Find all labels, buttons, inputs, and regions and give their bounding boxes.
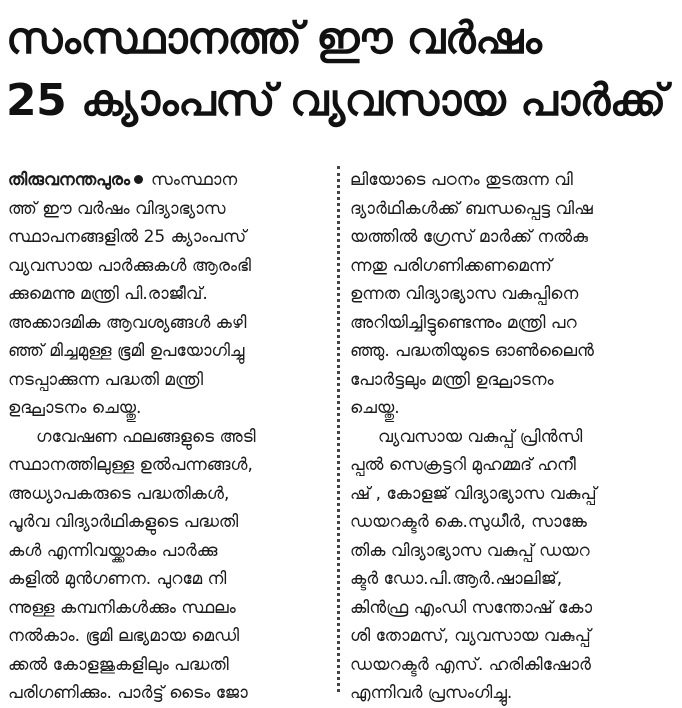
article-line: ഉന്നത വിദ്യാഭ്യാസ വകുപ്പിനെ	[350, 284, 579, 304]
article-line: ലിയോടെ പഠനം തുടരുന്ന വി	[350, 170, 573, 190]
article-line: ഡയറക്ടർ എസ്. ഹരികിഷോർ	[350, 654, 591, 675]
article-body	[0, 166, 682, 703]
article-line: അധ്യാപകരുടെ പദ്ധതികൾ,	[8, 483, 230, 504]
headline	[0, 8, 682, 148]
article-line: അറിയിച്ചിട്ടുണ്ടെന്നും മന്ത്രി പറ	[350, 312, 577, 333]
article-text: സംസ്ഥാന	[151, 170, 238, 190]
article-line: ന്നതു പരിഗണിക്കണമെന്ന്	[350, 255, 552, 276]
article-column-left	[8, 166, 330, 708]
article-line: ഉദ്ഘാടനം ചെയ്തു.	[8, 398, 142, 418]
article-line: ഞ്ഞ് മിച്ചമുള്ള ഭൂമി ഉപയോഗിച്ചു	[8, 341, 245, 361]
article-line: ക്കൽ കോളജുകളിലും പദ്ധതി	[8, 654, 229, 675]
article-line: ദ്യാർഥികൾക്ക് ബന്ധപ്പെട്ട വിഷ	[350, 198, 593, 219]
article-line: നടപ്പാക്കുന്ന പദ്ധതി മന്ത്രി	[8, 369, 204, 390]
article-line: പരിഗണിക്കും. പാർട്ട് ടൈം ജോ	[8, 683, 248, 703]
article-line: സ്ഥാനത്തിലുള്ള ഉൽപന്നങ്ങൾ,	[8, 455, 253, 475]
article-line: പോർട്ടലും മന്ത്രി ഉദ്ഘാടനം	[350, 369, 554, 390]
article-line: ഞ്ഞു. പദ്ധതിയുടെ ഓൺലൈൻ	[350, 341, 594, 361]
article-line: തിക വിദ്യാഭ്യാസ വകുപ്പ് ഡയറ	[350, 540, 590, 561]
article-line: ചെയ്തു.	[350, 398, 400, 418]
article-line: അക്കാദമിക ആവശ്യങ്ങൾ കഴി	[8, 312, 247, 333]
article-line: സ്ഥാപനങ്ങളിൽ 25 ക്യാംപസ്	[8, 227, 247, 247]
article-line: എന്നിവർ പ്രസംഗിച്ചു.	[350, 683, 513, 703]
article-line: പൂർവ വിദ്യാർഥികളുടെ പദ്ധതി	[8, 512, 239, 532]
article-line: ത്ത് ഈ വർഷം വിദ്യാഭ്യാസ	[8, 198, 226, 219]
article-line: കൾ എന്നിവയ്ക്കാകും പാർക്കു	[8, 540, 218, 561]
article-line: ന്നുള്ള കമ്പനികൾക്കും സ്ഥലം	[8, 597, 236, 618]
article-line: പ്പൽ സെക്രട്ടറി മുഹമ്മദ് ഹനീ	[350, 455, 576, 475]
article-line: ക്കുമെന്നു മന്ത്രി പി.രാജീവ്.	[8, 284, 208, 304]
article-line: കളിൽ മുൻഗണന. പുറമേ നി	[8, 569, 227, 589]
article-line: കിൻഫ്ര എംഡി സന്തോഷ് കോ	[350, 597, 593, 618]
column-divider	[337, 166, 340, 692]
article-line: ശി തോമസ്, വ്യവസായ വകുപ്പ്	[350, 626, 591, 646]
article-line: വ്യവസായ പാർക്കുകൾ ആരംഭി	[8, 255, 251, 276]
bullet-icon	[134, 175, 143, 184]
article-line: ഗവേഷണ ഫലങ്ങളുടെ അടി	[36, 426, 256, 447]
article-line: ക്ടർ ഡോ.പി.ആർ.ഷാലിജ്,	[350, 569, 563, 589]
article-line: നൽകാം. ഭൂമി ലഭ്യമായ മെഡി	[8, 626, 240, 646]
article-line	[8, 166, 330, 195]
article-line: വ്യവസായ വകുപ്പ് പ്രിൻസി	[378, 426, 583, 447]
headline-line-1: സംസ്ഥാനത്ത് ഈ വർഷം	[6, 13, 542, 64]
article-column-right	[350, 166, 672, 708]
dateline: തിരുവനന്തപുരം	[8, 170, 130, 190]
headline-line-2: 25 ക്യാംപസ് വ്യവസായ പാർക്ക്	[6, 75, 666, 126]
article-line: ഡയറക്ടർ കെ.സുധീർ, സാങ്കേ	[350, 512, 587, 532]
article-line: ഷ് , കോളജ് വിദ്യാഭ്യാസ വകുപ്പ്	[350, 483, 597, 504]
article-line: യത്തിൽ ഗ്രേസ് മാർക്ക് നൽകു	[350, 227, 589, 247]
